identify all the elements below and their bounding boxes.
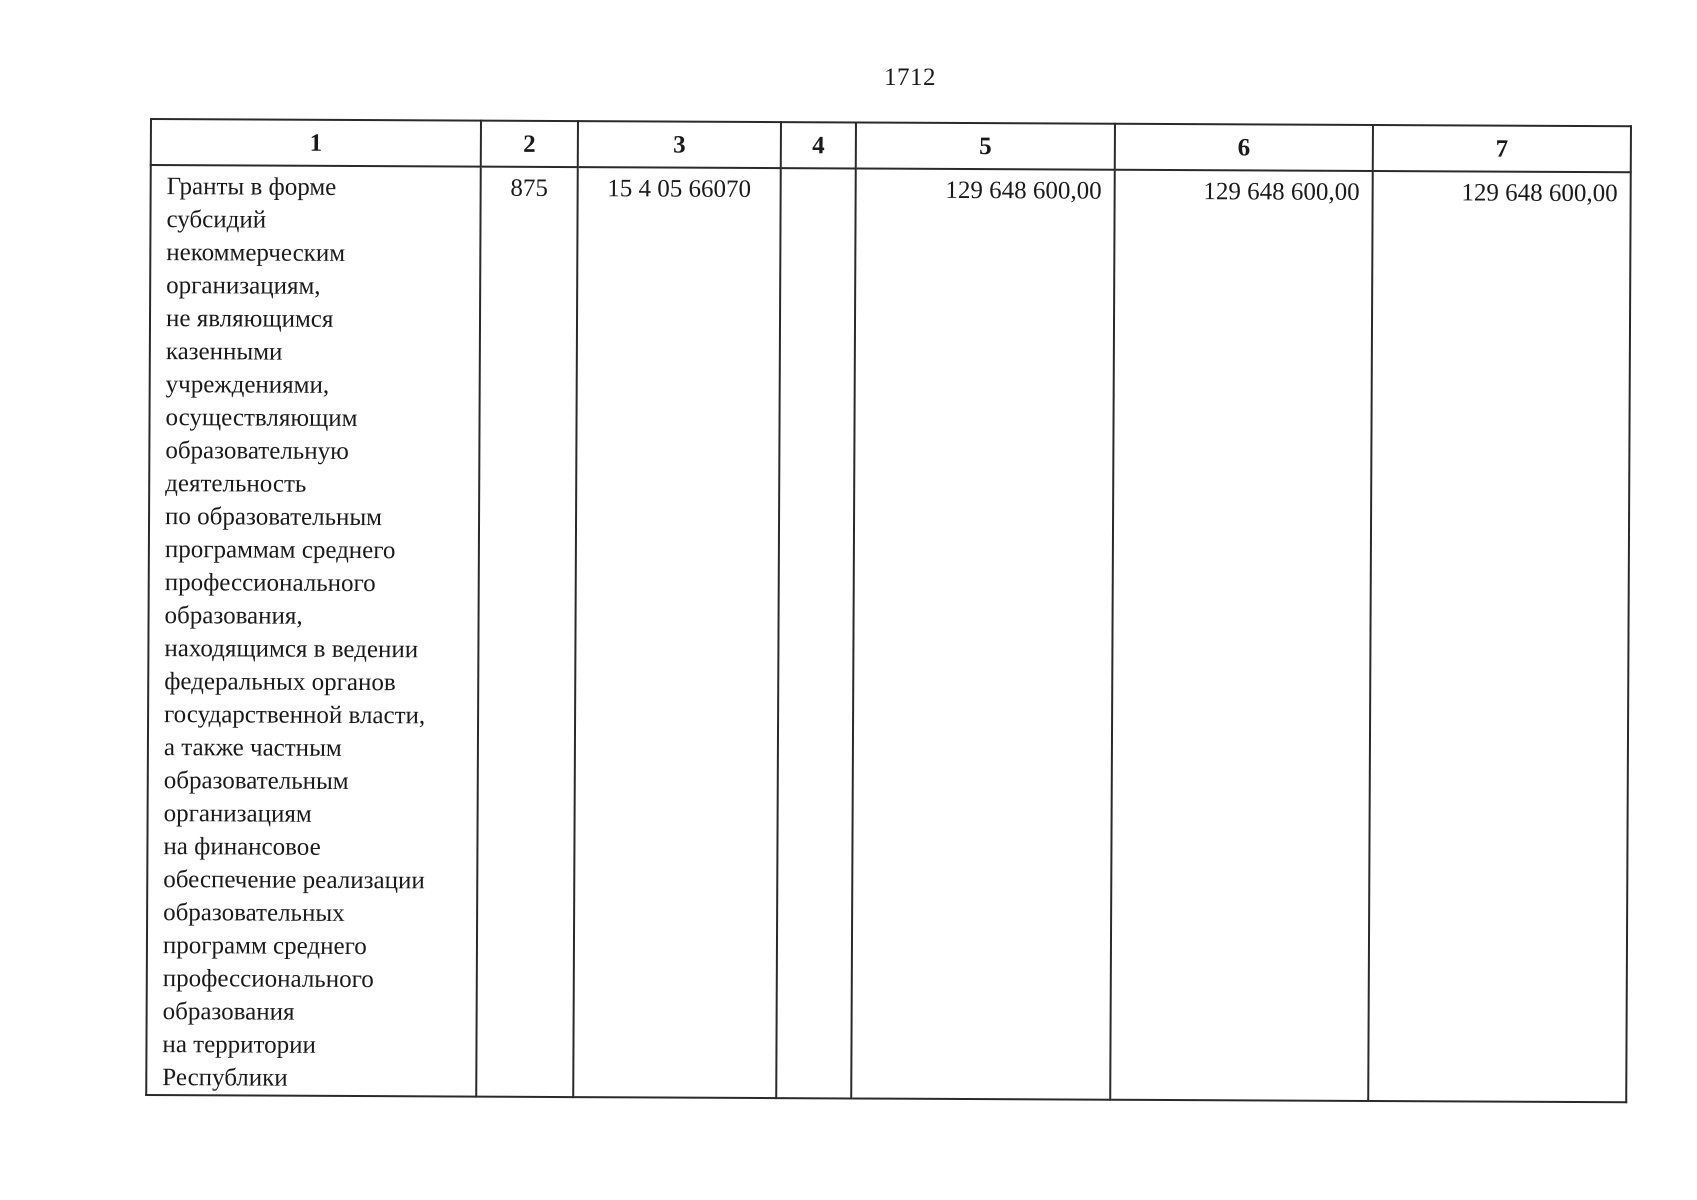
amount-cell-5: 129 648 600,00 [851,168,1115,1099]
column-header-1: 1 [151,119,481,167]
column-header-3: 3 [578,121,781,168]
column-header-2: 2 [481,121,578,167]
column-header-4: 4 [781,122,856,168]
page-number: 1712 [884,64,936,91]
amount-cell-7: 129 648 600,00 [1368,171,1631,1102]
target-article-cell: 15 4 05 66070 [573,167,781,1098]
expense-type-cell [776,168,856,1098]
header-row [151,119,1631,172]
column-header-5: 5 [856,122,1115,169]
amount-cell-6: 129 648 600,00 [1110,170,1373,1101]
budget-table [145,118,1632,1103]
column-header-6: 6 [1115,124,1373,171]
item-name-cell: Гранты в форме субсидий некоммерческим организациям, не являющимся казенными учреждениями, осуществляющим образовательную деятельность по образовательным программам среднего профессионального образования, находящимся в ведении федеральных органов государственной власти, а также частным образовательным организациям на финансовое обеспечение реализации образовательных программ среднего профессионального образования на территории Республики [146,165,481,1097]
table-row [146,165,1631,1102]
code-cell: 875 [476,167,578,1097]
column-header-7: 7 [1373,125,1631,172]
